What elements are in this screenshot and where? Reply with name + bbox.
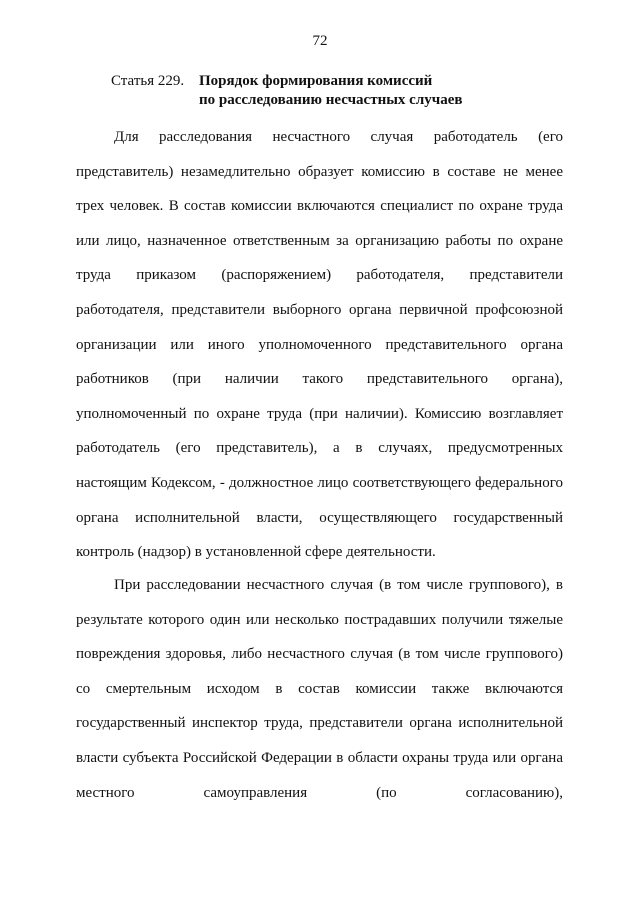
article-title-line-2: по расследованию несчастных случаев	[199, 92, 463, 108]
article-heading	[111, 72, 462, 110]
paragraph: При расследовании несчастного случая (в том числе группового), в результате которого один или несколько пострадавших получили тяжелые повреждения здоровья, либо несчастного случая (в том числе группового) со смертельным исходом в состав комиссии также включаются государственный инспектор труда, представители органа исполнительной власти субъекта Российской Федерации в области охраны труда или органа местного самоуправления (по согласованию),	[76, 577, 563, 801]
article-title-line-1: Порядок формирования комиссий	[199, 73, 433, 89]
paragraph-block-1	[76, 120, 563, 570]
page-number: 72	[312, 33, 328, 49]
paragraph-block-2	[76, 568, 563, 810]
article-label: Статья 229.	[111, 73, 185, 89]
article-title	[199, 72, 462, 110]
paragraph: Для расследования несчастного случая работодатель (его представитель) незамедлительно образует комиссию в составе не менее трех человек. В состав комиссии включаются специалист по охране труда или лицо, назначенное ответственным за организацию работы по охране труда приказом (распоряжением) работодателя, представители работодателя, представители выборного органа первичной профсоюзной организации или иного уполномоченного представительного органа работников (при наличии такого представительного органа), уполномоченный по охране труда (при наличии). Комиссию возглавляет работодатель (его представитель), а в случаях, предусмотренных настоящим Кодексом, - должностное лицо соответствующего федерального органа исполнительной власти, осуществляющего государственный контроль (надзор) в установленной сфере деятельности.	[76, 129, 563, 561]
